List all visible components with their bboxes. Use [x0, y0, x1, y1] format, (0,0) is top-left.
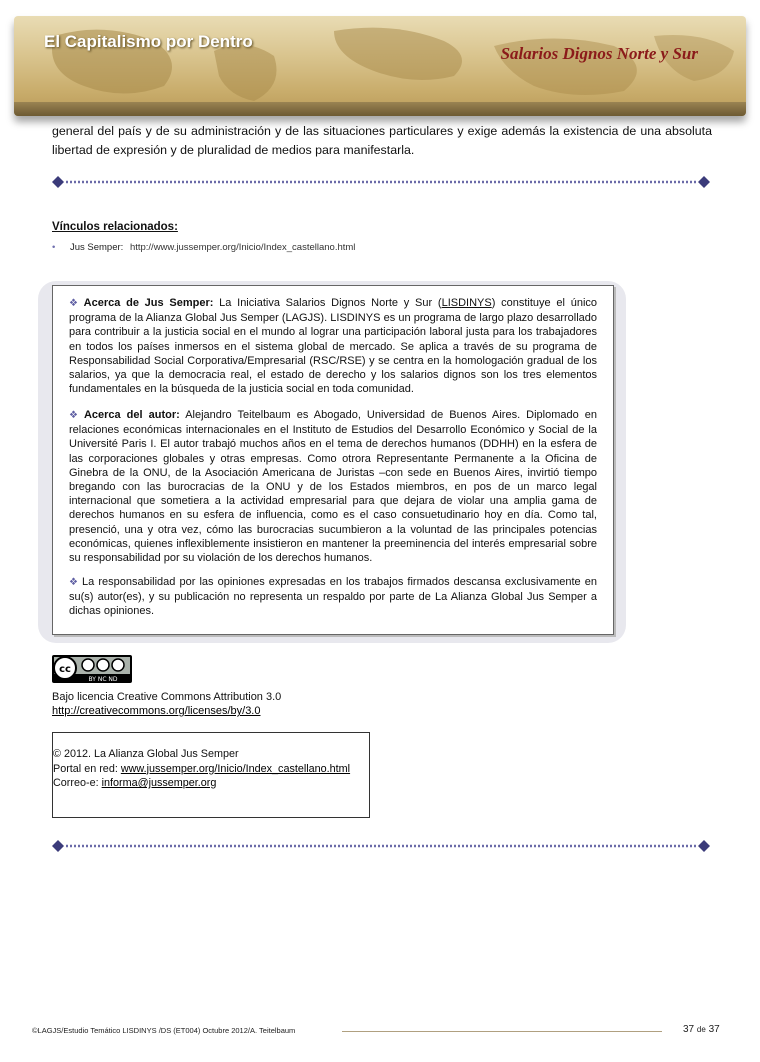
- footer-rule: [342, 1031, 662, 1032]
- related-link-url[interactable]: http://www.jussemper.org/Inicio/Index_castellano.html: [129, 242, 356, 253]
- lisdinys-link[interactable]: LISDINYS: [441, 297, 492, 309]
- footer-citation: ©LAGJS/Estudio Temático LISDINYS /DS (ET004) Octubre 2012/A. Teitelbaum: [32, 1026, 296, 1035]
- page-of: de: [696, 1025, 706, 1034]
- header-title-right: Salarios Dignos Norte y Sur: [500, 44, 698, 63]
- world-map-graphic: [14, 16, 746, 116]
- creative-commons-badge[interactable]: [52, 655, 132, 683]
- header-bottom-bar: [14, 102, 746, 116]
- portal-line: [53, 762, 369, 777]
- header-banner: [14, 16, 746, 116]
- about-jus-semper-label: Acerca de Jus Semper:: [83, 297, 214, 309]
- diamond-bullet-icon: ❖: [69, 298, 81, 309]
- about-jus-semper: [69, 296, 597, 396]
- email-link[interactable]: informa@jussemper.org: [101, 777, 217, 789]
- info-box: [52, 285, 614, 635]
- license-text: [52, 690, 281, 718]
- header-title-left: El Capitalismo por Dentro: [44, 32, 253, 51]
- license-line: Bajo licencia Creative Commons Attribution 3.0: [52, 691, 282, 703]
- diamond-bullet-icon: ❖: [69, 577, 79, 588]
- license-url[interactable]: http://creativecommons.org/licenses/by/3.0: [52, 705, 261, 717]
- related-links-heading: Vínculos relacionados:: [52, 221, 178, 233]
- page-current: 37: [683, 1024, 695, 1035]
- portal-label: Portal en red:: [53, 762, 121, 775]
- about-author: [69, 408, 597, 565]
- email-line: [53, 776, 369, 791]
- diamond-bullet-icon: ❖: [69, 410, 81, 421]
- about-jus-semper-text-b: ) constituye el único programa de la Alianza Global Jus Semper (LAGJS). LISDINYS es un programa de largo plazo desarrollado para contribuir a la justicia social en el mundo al lograr una participación laboral justa para los trabajadores en todos los países inmersos en el sistema global de mercado. Se aplica a través de su programa de Responsabilidad Social Corporativa/Empresarial (RSC/RSE) y se centra en la homologación gradual de los salarios, ya que la democracia real, el estado de derecho y los salarios dignos son los tres elementos fundamentales en la búsqueda de la justicia social en toda comunidad.: [69, 297, 598, 396]
- about-author-label: Acerca del autor:: [83, 409, 180, 421]
- related-link-label: Jus Semper:: [69, 242, 124, 253]
- related-link-item: [52, 242, 355, 253]
- cc-badge-sub: BY NC ND: [88, 676, 118, 683]
- email-label: Correo-e:: [53, 777, 102, 789]
- cc-badge-text: cc: [59, 664, 71, 675]
- portal-url[interactable]: www.jussemper.org/Inicio/Index_castellano.html: [120, 762, 351, 775]
- disclaimer: [69, 575, 597, 619]
- copyright-line: © 2012. La Alianza Global Jus Semper: [53, 748, 239, 760]
- intro-paragraph: general del país y de su administración y de las situaciones particulares y exige además la existencia de una absoluta libertad de expresión y de pluralidad de medios para manifestarla.: [52, 124, 712, 157]
- page-number: [683, 1024, 720, 1035]
- about-author-text: Alejandro Teitelbaum es Abogado, Universidad de Buenos Aires. Diplomado en relaciones económicas internacionales en el Instituto de Estudios del Desarrollo Económico y Social de la Université Paris I. El autor trabajó muchos años en el tema de derechos humanos (DDHH) en la esfera de las corporaciones globales y otras empresas. Como otrora Representante Permanente a la Oficina de Ginebra de la ONU, de la Asociación Americana de Juristas –con sede en Buenos Aires, invirtió tiempo bregando con las burocracias de la ONU y de los Estados miembros, en pos de un marco legal internacional que sometiera a la actividad empresarial para que dejara de violar una amplia gama de derechos humanos en su esfera de influencia, como es el caso consuetudinario hoy en día. Como tal, presenció, una y otra vez, cómo las burocracias sucumbieron a la voluntad de las principales potencias económicas, quienes inflexiblemente insistieron en mantener la preeminencia del interés empresarial sobre su responsabilidad por su violación de los derechos humanos.: [69, 409, 598, 565]
- dotted-divider-bottom: [52, 839, 710, 853]
- dotted-divider: [52, 175, 710, 189]
- copyright-box: [52, 732, 370, 818]
- disclaimer-text: La responsabilidad por las opiniones expresadas en los trabajos firmados descansa exclusivamente en su(s) autor(es), y su publicación no representa un respaldo por parte de La Alianza Global Jus Semper a dichas opiniones.: [69, 576, 597, 618]
- page-total: 37: [708, 1024, 720, 1035]
- about-jus-semper-text-a: La Iniciativa Salarios Dignos Norte y Sur (: [219, 297, 442, 309]
- bullet-icon: •: [52, 242, 56, 253]
